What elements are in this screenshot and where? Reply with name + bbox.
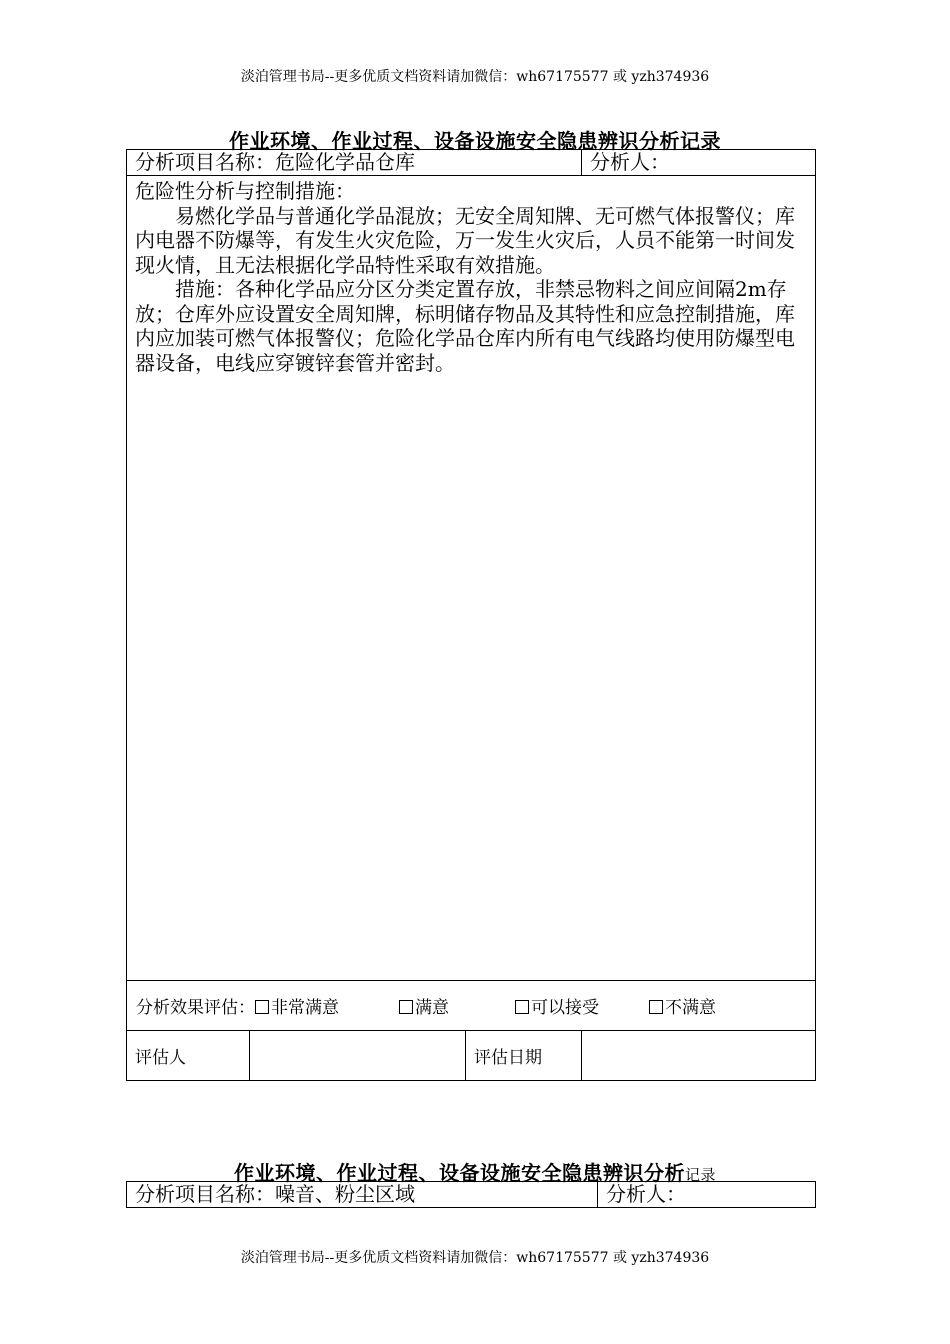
section-heading: 危险性分析与控制措施： (135, 179, 355, 203)
analyst-cell: 分析人： (598, 1182, 816, 1208)
analyst-cell: 分析人： (582, 150, 816, 176)
record-2-table (126, 1181, 816, 1208)
option-satisfied[interactable]: 满意 (399, 993, 515, 1018)
option-very-satisfied[interactable]: 非常满意 (255, 993, 399, 1018)
project-name-cell: 分析项目名称：噪音、粉尘区域 (127, 1182, 598, 1208)
page-header: 淡泊管理书局--更多优质文档资料请加微信：wh67175577 或 yzh374936 (240, 69, 710, 85)
project-name-cell: 分析项目名称：危险化学品仓库 (127, 150, 582, 176)
date-label: 评估日期 (466, 1031, 582, 1081)
date-field[interactable] (582, 1031, 816, 1081)
evaluation-label: 分析效果评估： (136, 998, 255, 1018)
measures-paragraph: 措施：各种化学品应分区分类定置存放，非禁忌物料之间应间隔2m存放；仓库外应设置安全周知牌，标明储存物品及其特性和应急控制措施，库内应加装可燃气体报警仪；危险化学品仓库内所有电气线路均使用防爆型电器设备，电线应穿镀锌套管并密封。 (135, 277, 795, 375)
evaluator-field[interactable] (250, 1031, 466, 1081)
record-1-table (126, 149, 816, 1081)
record-2-title: 作业环境、作业过程、设备设施安全隐患辨识分析记录 (233, 1161, 716, 1185)
option-acceptable[interactable]: 可以接受 (515, 993, 649, 1018)
checkbox-icon (515, 1000, 529, 1014)
record-1-title: 作业环境、作业过程、设备设施安全隐患辨识分析记录 (229, 129, 721, 153)
evaluator-label: 评估人 (127, 1031, 250, 1081)
checkbox-icon (649, 1000, 663, 1014)
checkbox-icon (399, 1000, 413, 1014)
page-footer: 淡泊管理书局--更多优质文档资料请加微信：wh67175577 或 yzh374936 (240, 1250, 710, 1266)
analysis-content-cell (127, 176, 816, 981)
option-unsatisfied[interactable]: 不满意 (649, 993, 716, 1018)
checkbox-icon (255, 1000, 269, 1014)
evaluation-row (127, 981, 816, 1031)
hazard-paragraph: 易燃化学品与普通化学品混放；无安全周知牌、无可燃气体报警仪；库内电器不防爆等，有发生火灾危险，万一发生火灾后，人员不能第一时间发现火情，且无法根据化学品特性采取有效措施。 (135, 203, 795, 277)
